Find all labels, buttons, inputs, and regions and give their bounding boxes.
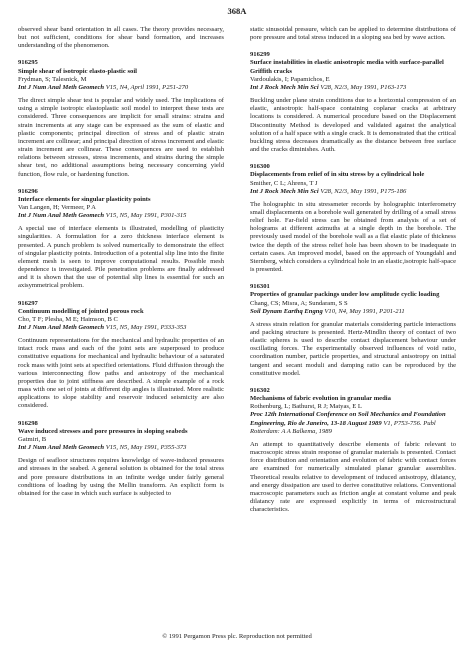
entry-title: Surface instabilities in elastic anisotropic media with surface-parallel Griffith cracks (250, 59, 444, 75)
entry-authors: Cho, T F; Plesha, M E; Haimson, B C (18, 315, 118, 323)
entry-abstract: The holographic in situ stressmeter records by holographic interferometry small displacements on a borehole wall generated by drilling of a small stress relief hole. Far-field stress can be obtained from analysis of a set of holograms at different azimuths at a single depth in the borehole. The previously used model of the borehole wall as a flat elastic plate of thickness twice the depth of the stress relief hole has been shown to be inadequate in certain cases. An improved model, based on the approach of Youngdahl and Sternberg, which considers a cylindrical hole in an elastic,isotropic half-space is presented. (250, 200, 456, 274)
abstract-entry (18, 420, 224, 498)
abstract-entry (250, 163, 456, 274)
entry-journal: Int J Num Anal Meth Geomech (18, 444, 105, 452)
abstract-entry (18, 188, 224, 291)
entry-abstract: An attempt to quantitatively describe elements of fabric relevant to macroscopic stress strain response of granular materials is presented. Contact force distribution and orientation and evolution of fabric with contact forces are examined for numerically simulated planar granular assemblies. Theoretical results relative to development of induced anisotropy, dilatancy, and energy dissipation are used to derive constitutive relations. Conventional macroscopic parameters such as friction angle at constant volume and peak dilatancy rate are expressed explicitly in terms of microstructural characteristics. (250, 440, 456, 514)
copyright-footer: © 1991 Pergamon Press plc. Reproduction not permitted (162, 633, 312, 640)
entry-abstract: A special use of interface elements is illustrated, modelling of plasticity singularities. A formulation for a zero thickness interface element is presented. A punch problem is solved numerically to demonstrate the effect of singular plasticity points. Introduction of a potential slip line into the finite element mesh is seen to improve computational results. Possible mesh dependence is investigated. Pile penetration problems are finally addressed and it is shown that the use of potential slip lines is essential for such an axisymmetrical problem. (18, 225, 224, 290)
entry-id: 916301 (250, 283, 270, 291)
entry-title: Continuum modelling of jointed porous rock (18, 307, 144, 315)
abstract-entry (250, 51, 456, 154)
entry-id: 916299 (250, 51, 270, 59)
entry-journal: Int J Num Anal Meth Geomech (18, 83, 105, 91)
entry-authors: Frydman, S; Talesnick, M (18, 75, 87, 83)
abstract-entry (250, 283, 456, 378)
left-entries (18, 59, 224, 498)
right-column (250, 26, 456, 514)
entry-citation (250, 411, 456, 435)
entry-journal: Int J Num Anal Meth Geomech (18, 212, 105, 220)
entry-details: V15, N5, May 1991, P301-315 (105, 212, 187, 220)
entry-authors: Gatmiri, B (18, 435, 47, 443)
entry-details: V15, N4, April 1991, P251-270 (105, 83, 189, 91)
entry-journal: Int J Num Anal Meth Geomech (18, 324, 105, 331)
entry-journal: Int J Rock Mech Min Sci (250, 83, 319, 91)
entry-authors: Vardoulakis, I; Papamichos, E (250, 75, 330, 83)
entry-citation (18, 444, 224, 452)
entry-details: V1, P753-756. Publ Rotterdam: A A Balkema, 1989 (250, 419, 436, 435)
entry-title: Displacements from relief of in situ stress by a cylindrical hole (250, 171, 425, 179)
entry-citation (250, 84, 456, 92)
entry-authors: Smither, C L; Ahrens, T J (250, 179, 318, 187)
entry-details: V15, N5, May 1991, P333-353 (105, 324, 187, 331)
entry-abstract: A stress strain relation for granular materials considering particle interactions and packing structure is presented. Hertz-Mindlin theory of contact of two elastic spheres is used to describe contact displacement behaviour under oscillating forces. The experimentally observed influences of void ratio, coordination number, particle properties, and structural anisotropy on initial tangent and secant moduli and damping ratio can be reproduced by the constitutive model. (250, 320, 456, 377)
continued-abstract: observed shear band orientation in all cases. The theory provides necessary, but not sufficient, conditions for shear band formation, and increases understanding of the phenomenon. (18, 26, 224, 50)
entry-authors: Rothenburg, L; Bathurst, R J; Matyas, E L (250, 403, 362, 411)
entry-abstract: The direct simple shear test is popular and widely used. The implications of using a simple isotropic elastoplastic soil model to interpret these tests are considered. Three consequences are implicit for small strains: strains and strain increments at any stage can be expressed as the sum of elastic and plastic components; principal direction of stress and of plastic strain increment are collinear; and principal direction of stress increment and elastic strain increment are collinear. These consequences are used to establish relations between stresses, stress increments, and strains during the simple shear test, no additional assumptions being necessary concerning yield function, flow rule, or hardening function. (18, 97, 224, 178)
right-entries (250, 51, 456, 514)
entry-citation (250, 308, 456, 316)
entry-abstract: Continuum representations for the mechanical and hydraulic properties of an intact rock mass and each of the joint sets are superposed to produce constitutive equations for mechanical and hydraulic behaviour of a saturated rock mass with joint sets at specified orientations. Fluid diffusion through the various interconnecting flow paths and anisotropy of the mechanical properties due to joint stiffness are described. A simple example of a rock mass with one set of joints at different dip angles is illustrated. More realistic applications to slope stability and reservoir induced seismicity are also considered. (18, 337, 224, 410)
abstract-entry (250, 387, 456, 514)
entry-authors: Chang, CS; Misra, A; Sundaram, S S (250, 299, 348, 307)
entry-id: 916297 (18, 299, 38, 307)
entry-id: 916302 (250, 386, 270, 394)
entry-id: 916300 (250, 163, 270, 171)
entry-id: 916298 (18, 419, 38, 427)
entry-details: V15, N5, May 1991, P355-373 (105, 444, 187, 452)
entry-title: Simple shear of isotropic elasto-plastic soil (18, 67, 137, 75)
entry-title: Properties of granular packings under low amplitude cyclic loading (250, 291, 440, 299)
entry-details: V10, N4, May 1991, P201-211 (324, 307, 405, 315)
entry-title: Interface elements for singular plasticity points (18, 195, 151, 203)
entry-citation (18, 324, 224, 332)
entry-citation (18, 84, 224, 92)
entry-id: 916295 (18, 59, 38, 67)
entry-citation (250, 188, 456, 196)
entry-id: 916296 (18, 187, 38, 195)
entry-title: Wave induced stresses and pore pressures in sloping seabeds (18, 427, 188, 435)
abstract-entry (18, 300, 224, 411)
entry-authors: Van Langen, H; Vermeer, P A (18, 203, 96, 211)
entry-details: V28, N2/3, May 1991, P175-186 (320, 187, 407, 195)
abstract-entry (18, 59, 224, 178)
entry-citation (18, 212, 224, 220)
continued-abstract: static sinusoidal pressure, which can be applied to determine distributions of pore pressure and total stress induced in a sloping sea bed by wave action. (250, 26, 456, 42)
entry-details: V28, N2/3, May 1991, P163-173 (320, 83, 407, 91)
entry-journal: Proc 12th International Conference on Soil Mechanics and Foundation Engineering, Rio de Janeiro, 13-18 August 1989 (250, 411, 446, 427)
page-number: 368A (227, 6, 247, 16)
entry-abstract: Buckling under plane strain conditions due to a horizontal compression of an elastic, anisotropic half-space containing coplanar cracks at arbitrary locations is considered. A numerical procedure based on the Displacement Discontinuity Method is developed and validated against the analytical solution of a half space with a single crack. It is demonstrated that the critical buckling stress decreases dramatically as the distance between free surface and the cracks diminishes. Auth. (250, 97, 456, 154)
entry-journal: Int J Rock Mech Min Sci (250, 187, 319, 195)
entry-title: Mechanisms of fabric evolution in granular media (250, 395, 391, 403)
entry-journal: Soil Dynam Earthq Engng (250, 307, 323, 315)
entry-abstract: Design of seafloor structures requires knowledge of wave-induced pressures and stresses in the seabed. A general solution is obtained for the total stress and pore pressure distributions in an infinite wedge under fairly general conditions of loading by using the Mellin transform. An explicit form is obtained for the case in which such surface is subjected to (18, 457, 224, 497)
left-column (18, 26, 224, 498)
